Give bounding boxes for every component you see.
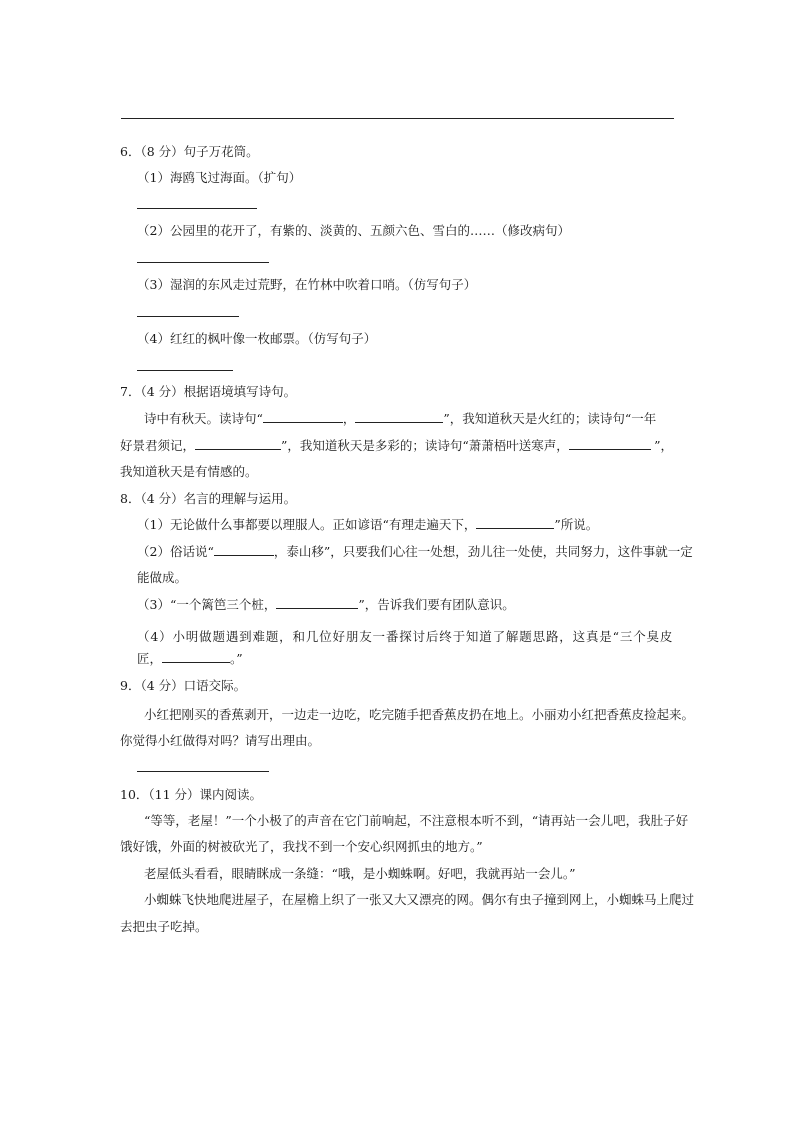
q8-blank-1[interactable] — [476, 516, 554, 529]
q7-text-1c: ”，我知道秋天是火红的；读诗句“一年 — [443, 411, 657, 426]
q6-item-1: （1）海鸥飞过海面。（扩句） — [137, 170, 302, 185]
q8-item-4: （4）小明做题遇到难题，和几位好朋友一番探讨后终于知道了解题思路，这真是“三个臭皮 — [137, 629, 673, 644]
q6-answer-line-3[interactable] — [137, 316, 239, 317]
q7-blank-4[interactable] — [569, 437, 651, 450]
q8-item-1 — [137, 516, 598, 534]
q8-item-3 — [137, 596, 515, 614]
q6-answer-line-2[interactable] — [137, 262, 269, 263]
q8-text-1a: （1）无论做什么事都要以理服人。正如谚语“有理走遍天下， — [137, 517, 477, 532]
q7-text-1b: ， — [342, 411, 356, 426]
q6-item-3: （3）湿润的东风走过荒野，在竹林中吹着口哨。（仿写句子） — [137, 277, 477, 292]
q7-blank-2[interactable] — [355, 410, 443, 423]
q7-title: 7．（4 分）根据语境填写诗句。 — [120, 384, 297, 399]
q6-answer-line-1[interactable] — [137, 208, 257, 209]
q8-item-2 — [137, 543, 693, 561]
q6-answer-line-4[interactable] — [137, 370, 233, 371]
header-rule — [121, 118, 674, 119]
q6-title: 6．（8 分）句子万花筒。 — [120, 144, 259, 159]
q8-text-4b: 匠， — [137, 651, 163, 666]
q8-text-3b: ”，告诉我们要有团队意识。 — [358, 597, 515, 612]
q10-para-2: 老屋低头看看，眼睛眯成一条缝：“哦，是小蜘蛛啊。好吧，我就再站一会儿。” — [144, 866, 576, 881]
q7-blank-3[interactable] — [195, 437, 281, 450]
q7-text-2a: 好景君须记， — [120, 438, 196, 453]
q7-text-2c: ”， — [654, 438, 673, 453]
q8-text-4c: 。” — [230, 651, 243, 666]
q7-blank-1[interactable] — [263, 410, 343, 423]
q7-line-3: 我知道秋天是有情感的。 — [120, 464, 258, 479]
q7-line-2 — [120, 437, 673, 455]
q10-para-3-line-2: 去把虫子吃掉。 — [120, 919, 208, 934]
q6-item-4: （4）红红的枫叶像一枚邮票。（仿写句子） — [137, 331, 377, 346]
q7-text-2b: ”，我知道秋天是多彩的；读诗句“萧萧梧叶送寒声， — [281, 438, 569, 453]
q8-title: 8．（4 分）名言的理解与运用。 — [120, 491, 297, 506]
q8-text-3a: （3）“一个篱笆三个桩， — [137, 597, 277, 612]
q9-para-line-2: 你觉得小红做得对吗？请写出理由。 — [120, 733, 321, 748]
q7-line-1 — [144, 410, 656, 428]
q8-text-1b: ”所说。 — [554, 517, 599, 532]
q10-para-1-line-2: 饿好饿，外面的树被砍光了，我找不到一个安心织网抓虫的地方。” — [120, 839, 483, 854]
q10-title: 10．（11 分）课内阅读。 — [120, 787, 263, 802]
q8-blank-2[interactable] — [214, 543, 274, 556]
q10-para-1-line-1: “等等，老屋！”一个小极了的声音在它门前响起，不注意根本听不到，“请再站一会儿吧，我肚子好 — [144, 813, 689, 828]
q9-para-line-1: 小红把刚买的香蕉剥开，一边走一边吃，吃完随手把香蕉皮扔在地上。小丽劝小红把香蕉皮捡起来。 — [144, 707, 695, 722]
q8-blank-4[interactable] — [162, 650, 230, 663]
q6-item-2: （2）公园里的花开了，有紫的、淡黄的、五颜六色、雪白的……（修改病句） — [137, 223, 570, 238]
q8-text-2a: （2）俗话说“ — [137, 544, 214, 559]
q9-title: 9．（4 分）口语交际。 — [120, 678, 247, 693]
q9-answer-line[interactable] — [137, 771, 269, 772]
q8-text-2b: ，泰山移”，只要我们心往一处想，劲儿往一处使，共同努力，这件事就一定 — [273, 544, 693, 559]
q8-blank-3[interactable] — [276, 596, 358, 609]
q10-para-3-line-1: 小蜘蛛飞快地爬进屋子，在屋檐上织了一张又大又漂亮的网。偶尔有虫子撞到网上，小蜘蛛马上爬过 — [144, 892, 695, 907]
q7-text-1a: 诗中有秋天。读诗句“ — [144, 411, 263, 426]
q8-item-2-cont: 能做成。 — [137, 570, 188, 585]
q8-item-4-cont — [137, 650, 243, 668]
